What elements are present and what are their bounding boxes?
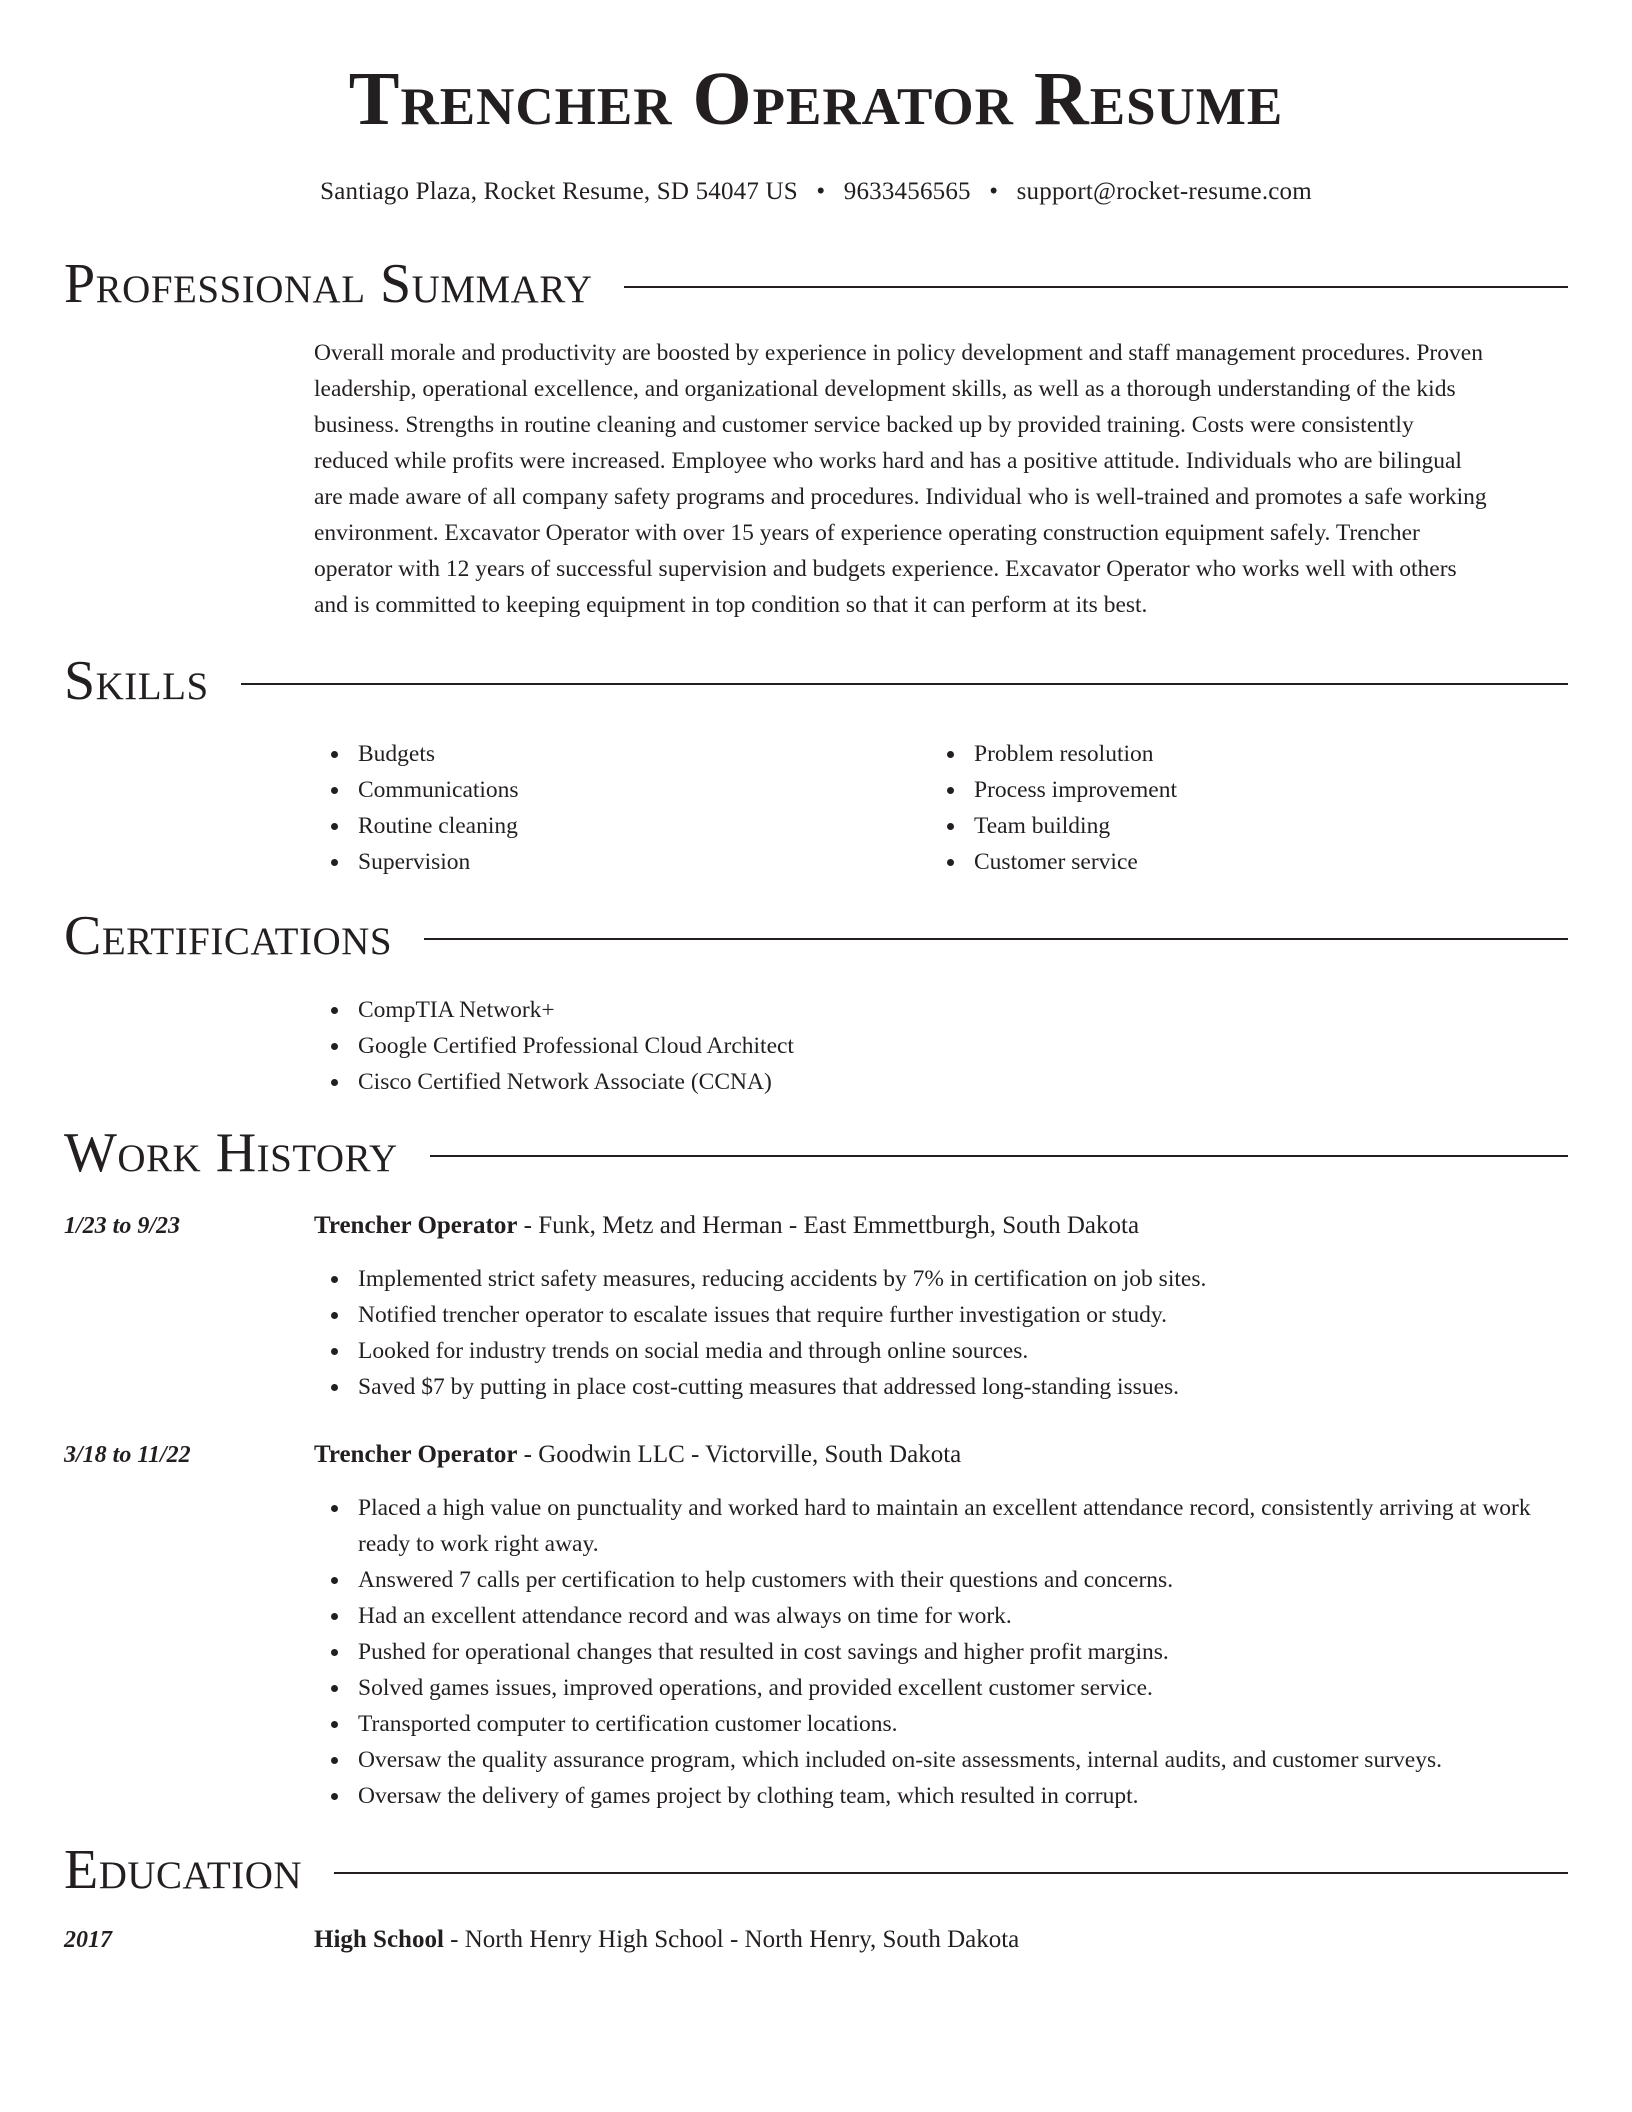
education-school: - North Henry High School - North Henry, South Dakota [443,1926,1020,1953]
skill-item: Routine cleaning [314,808,914,844]
job-employer: - Funk, Metz and Herman - East Emmettburgh, South Dakota [517,1212,1140,1239]
skill-item: Problem resolution [930,736,1550,772]
job-bullet: Placed a high value on punctuality and worked hard to maintain an excellent attendance record, consistently arriving at work ready to work right away. [314,1490,1568,1562]
job-bullet: Had an excellent attendance record and was always on time for work. [314,1598,1568,1634]
skill-item: Customer service [930,844,1550,880]
job-heading [314,1437,1568,1473]
contact-separator: • [989,178,999,205]
work-heading: Work History [64,1122,398,1184]
contact-address: Santiago Plaza, Rocket Resume, SD 54047 US [320,178,798,205]
contact-email: support@rocket-resume.com [1016,178,1312,205]
summary-line: leadership, operational excellence, and organizational development skills, as well as a thorough understanding of the kids [314,376,1456,402]
summary-line: and is committed to keeping equipment in top condition so that it can perform at its best. [314,592,1148,618]
summary-heading: Professional Summary [64,253,593,315]
job-bullet: Answered 7 calls per certification to help customers with their questions and concerns. [314,1562,1568,1598]
job-heading [314,1208,1568,1244]
summary-line: Overall morale and productivity are boosted by experience in policy development and staff management procedures. Proven [314,340,1483,366]
job-bullet: Transported computer to certification customer locations. [314,1706,1568,1742]
job-employer: - Goodwin LLC - Victorville, South Dakota [517,1441,962,1468]
job-bullet: Saved $7 by putting in place cost-cutting measures that addressed long-standing issues. [314,1369,1568,1405]
certifications-list [314,992,1568,1100]
job-dates: 1/23 to 9/23 [64,1213,181,1239]
skill-item: Process improvement [930,772,1550,808]
contact-phone: 9633456565 [843,178,971,205]
job-bullet: Solved games issues, improved operations, and provided excellent customer service. [314,1670,1568,1706]
certifications-section-header [64,905,1568,967]
job-title: Trencher Operator [314,1212,518,1239]
job-bullet: Oversaw the delivery of games project by clothing team, which resulted in corrupt. [314,1778,1568,1814]
resume-title: Trencher Operator Resume [348,57,1284,141]
skills-heading: Skills [64,650,209,712]
job-dates: 3/18 to 11/22 [64,1442,191,1468]
summary-line: business. Strengths in routine cleaning and customer service backed up by provided training. Costs were consistently [314,412,1414,438]
skill-item: Supervision [314,844,914,880]
skills-list-left [314,736,914,880]
section-divider [424,938,1568,940]
skills-section-header [64,650,1568,712]
job-bullet: Notified trencher operator to escalate issues that require further investigation or study. [314,1297,1568,1333]
certification-item: Google Certified Professional Cloud Architect [314,1028,1568,1064]
skill-item: Budgets [314,736,914,772]
education-entry [314,1922,1568,1958]
job-bullet: Implemented strict safety measures, reducing accidents by 7% in certification on job sites. [314,1261,1568,1297]
summary-line: operator with 12 years of successful supervision and budgets experience. Excavator Operator who works well with others [314,556,1457,582]
skill-item: Communications [314,772,914,808]
education-heading: Education [64,1839,303,1901]
certification-item: Cisco Certified Network Associate (CCNA) [314,1064,1568,1100]
section-divider [624,286,1568,288]
job-bullet: Looked for industry trends on social media and through online sources. [314,1333,1568,1369]
contact-separator: • [816,178,826,205]
education-section-header [64,1839,1568,1901]
education-degree: High School [314,1926,444,1953]
summary-line: are made aware of all company safety programs and procedures. Individual who is well-trained and promotes a safe working [314,484,1487,510]
certifications-heading: Certifications [64,905,393,967]
summary-line: reduced while profits were increased. Employee who works hard and has a positive attitude. Individuals who are bilingual [314,448,1462,474]
job-bullet: Oversaw the quality assurance program, which included on-site assessments, internal audits, and customer surveys. [314,1742,1568,1778]
skills-list-right [930,736,1550,880]
work-section-header [64,1122,1568,1184]
section-divider [241,683,1568,685]
section-divider [334,1872,1568,1874]
contact-line [0,177,1632,207]
summary-line: environment. Excavator Operator with over 15 years of experience operating construction equipment safely. Trencher [314,520,1420,546]
job-bullet: Pushed for operational changes that resulted in cost savings and higher profit margins. [314,1634,1568,1670]
section-divider [430,1155,1568,1157]
job-title: Trencher Operator [314,1441,518,1468]
job-bullets [314,1261,1568,1405]
job-bullets [314,1490,1568,1814]
education-year: 2017 [64,1927,112,1953]
summary-paragraph [314,335,1568,623]
certification-item: CompTIA Network+ [314,992,1568,1028]
skill-item: Team building [930,808,1550,844]
summary-section-header [64,253,1568,315]
